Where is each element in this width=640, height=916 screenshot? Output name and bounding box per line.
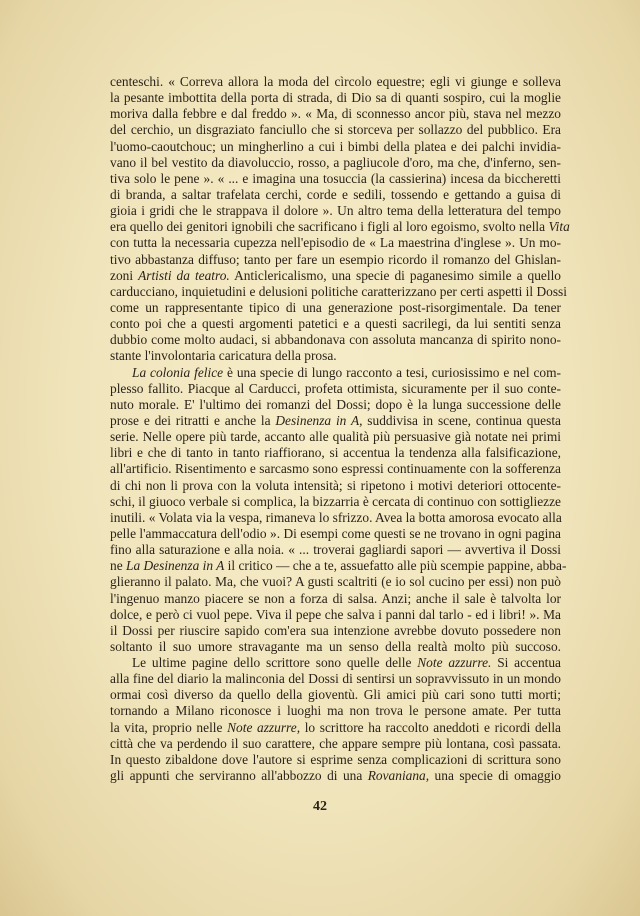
text-segment: tivo abbastanza diffuso; tanto per fare un esempio ricordo il romanzo del Ghislan- <box>110 251 561 267</box>
text-segment: soltanto il suo umore stravagante ma un senso della realtà molto più succoso. <box>110 638 561 654</box>
body-text <box>110 74 570 784</box>
text-line <box>110 283 567 300</box>
text-line <box>110 429 561 445</box>
text-line <box>110 752 561 768</box>
text-segment: plesso fallito. Piacque al Carducci, profeta ottimista, sicuramente per il suo conte- <box>110 380 561 396</box>
text-segment: di chi non li prova con la voluta intensità; si ripetono i motivi deteriori ottocente- <box>110 477 561 493</box>
text-segment: città che va perdendo il suo carattere, che appare sempre più lontana, così passata. <box>110 735 561 751</box>
text-line <box>110 122 561 138</box>
text-segment: gioia i gridi che le strappava il dolore ». Un altro tema della letteratura del tempo <box>110 203 561 219</box>
text-segment: centeschi. « Correva allora la moda del cìrcolo equestre; egli vi giunge e solleva <box>110 74 561 89</box>
text-line <box>110 316 561 332</box>
italic-title: Vita <box>548 219 570 235</box>
text-line <box>110 252 561 268</box>
text-segment: glieranno il palato. Ma, che vuoi? A gusti scaltriti (e io sol cucino per essi) non può <box>110 574 561 590</box>
text-segment: all'artificio. Risentimento e sarcasmo sono espressi continuamente con la sofferenza <box>110 461 561 477</box>
text-segment: la vita, proprio nelle <box>110 719 228 735</box>
text-line <box>110 494 561 510</box>
italic-title: Desinenza in A, <box>275 412 363 428</box>
text-line <box>110 155 561 171</box>
italic-title: Rovaniana, <box>367 768 430 784</box>
text-segment: lo scrittore ha raccolto aneddoti e ricordi della <box>300 719 561 735</box>
text-line <box>110 607 561 623</box>
italic-title: Note azzurre. <box>417 655 492 671</box>
text-segment: fino alla saturazione e alla noia. « ... troverai gagliardi sapori — avvertiva il Dossi <box>110 542 561 558</box>
text-segment: ormai così diverso da quello della gioventù. Gli amici più cari sono tutti morti; <box>110 687 561 703</box>
text-segment: zoni <box>110 267 139 283</box>
text-segment: serie. Nelle opere più tarde, accanto alle qualità più persuasive già notate nei primi <box>110 429 561 445</box>
text-segment: il critico — che a te, assuefatto alle più scempie pappine, abba- <box>224 558 567 574</box>
text-segment: alla fine del diario la malinconia del Dossi di sentirsi un sopravvissuto in un mondo <box>110 671 561 687</box>
text-line <box>110 106 561 122</box>
text-line <box>110 219 570 235</box>
text-line <box>110 348 561 364</box>
text-line <box>110 171 561 187</box>
text-segment: il Dossi per riuscire sapido com'era sua intenzione avrebbe dovuto possedere non <box>110 622 561 638</box>
text-line <box>110 558 567 574</box>
text-segment: dolce, e però ci vuol pepe. Viva il pepe che salva i panni dal tarlo - ed i libri! ». Ma <box>110 606 561 622</box>
text-line <box>110 90 561 106</box>
text-segment: nuto morale. E' l'ultimo dei romanzi del Dossi; dopo è la lunga successione delle <box>110 396 561 412</box>
text-line <box>110 542 561 558</box>
text-segment: schi, il giuoco verbale si complica, la bizzarria è cercata di continuo con sottigliezze <box>110 493 561 509</box>
text-line <box>110 720 561 736</box>
text-line <box>110 365 561 381</box>
text-segment: è una specie di lungo racconto a tesi, curiosissimo e nel com- <box>223 364 561 380</box>
text-line <box>110 768 561 784</box>
text-line <box>110 381 561 397</box>
text-line <box>110 623 561 639</box>
text-line <box>110 461 561 477</box>
text-segment: ne <box>110 558 126 574</box>
text-segment: di branda, a saltar trafelata cerchi, corde e sedili, tossendo e gettando a guisa di <box>110 186 561 202</box>
text-line <box>110 591 561 607</box>
text-segment: l'uomo-caoutchouc; un mingherlino a cui i bimbi della platea e dei palchi invidia- <box>110 138 561 154</box>
text-segment: dubbio come molto audaci, si abbandonava con assoluta mancanza di spirito nono- <box>110 332 561 348</box>
text-line <box>110 526 561 542</box>
text-line <box>110 268 561 284</box>
text-line <box>110 397 561 413</box>
italic-title: Note azzurre, <box>227 719 301 735</box>
text-segment: prose e dei ritratti e anche la <box>110 412 276 428</box>
text-segment: Anticlericalismo, una specie di paganesimo simile a quello <box>229 267 562 283</box>
text-line <box>110 445 561 461</box>
text-segment: In questo zibaldone dove l'autore si esprime senza complicazioni di scrittura sono <box>110 751 561 767</box>
text-segment: la pesante imbottita della porta di strada, di Dio sa di quanti sospiro, cui la moglie <box>110 90 561 106</box>
text-segment: era quello dei genitori ignobili che sacrificano i figli al loro egoismo, svolto nella <box>110 219 549 235</box>
text-line <box>110 639 561 655</box>
text-line <box>110 703 561 719</box>
page-number: 42 <box>313 799 327 814</box>
text-line <box>110 187 561 203</box>
text-segment: moriva dalla febbre e dal freddo ». « Ma, di sconnesso ancor più, stava nel mezzo <box>110 106 561 122</box>
text-line <box>110 74 561 90</box>
text-line <box>110 139 561 155</box>
text-segment: con tutta la necessaria cupezza nell'episodio de « La maestrina d'inglese ». Un mo- <box>110 235 561 251</box>
text-segment: stante l'involontaria caricatura della prosa. <box>110 348 337 364</box>
text-line <box>110 671 561 687</box>
italic-title: La Desinenza in A <box>126 558 225 574</box>
text-segment: una specie di omaggio <box>429 768 561 784</box>
text-segment: come un rappresentante tipico di una generazione post-risorgimentale. Da tener <box>110 299 561 315</box>
italic-title: Artisti da teatro. <box>138 267 230 283</box>
text-segment: libri e che di tanto in tanto riaffiorano, si accentua la tendenza alla falsificazione, <box>110 445 561 461</box>
text-segment: del cerchio, un disgraziato fanciullo che si storceva per sollazzo del pubblico. Era <box>110 122 561 138</box>
text-line <box>110 574 561 590</box>
text-segment: suddivisa in scene, continua questa <box>362 412 561 428</box>
text-line <box>110 510 561 526</box>
text-line <box>110 413 561 429</box>
text-segment: tornando a Milano riconosce i luoghi ma non trova le persone amate. Per tutta <box>110 703 561 719</box>
text-segment: inutili. « Volata via la vespa, rimaneva lo sfrizzo. Avea la botta amorosa evocato alla <box>110 509 562 525</box>
text-segment: Si accentua <box>491 655 561 671</box>
text-line <box>110 203 561 219</box>
text-segment: carducciano, inquietudini e delusioni politiche caratterizzano per certi aspetti il Dossi <box>110 283 567 299</box>
text-line <box>110 332 561 348</box>
text-segment: vano il bel vestito da diavoluccio, rosso, a pagliucole d'oro, ma che, d'inferno, sen- <box>110 154 561 170</box>
text-line <box>110 235 561 251</box>
text-line <box>110 736 561 752</box>
text-segment: gli appunti che serviranno all'abbozzo di una <box>110 768 368 784</box>
text-line <box>110 300 561 316</box>
italic-title: La colonia felice <box>132 364 224 380</box>
text-segment: Le ultime pagine dello scrittore sono quelle delle <box>132 655 418 671</box>
text-segment: conto poi che a questi argomenti patetici e a questi sacrilegi, da lui sentiti senza <box>110 316 561 332</box>
text-line <box>110 687 561 703</box>
text-line <box>110 478 561 494</box>
text-segment: l'ingenuo manzo piacere se non a forza di salsa. Anzi; anche il sale è talvolta lor <box>110 590 561 606</box>
text-segment: tiva solo le pene ». « ... e imagina una tosuccia (la cassierina) incesa da biccheretti <box>110 170 561 186</box>
text-line <box>110 655 561 671</box>
text-segment: pelle l'ammaccatura dell'odio ». Di esempi come questi se ne trovano in ogni pagina <box>110 525 561 541</box>
